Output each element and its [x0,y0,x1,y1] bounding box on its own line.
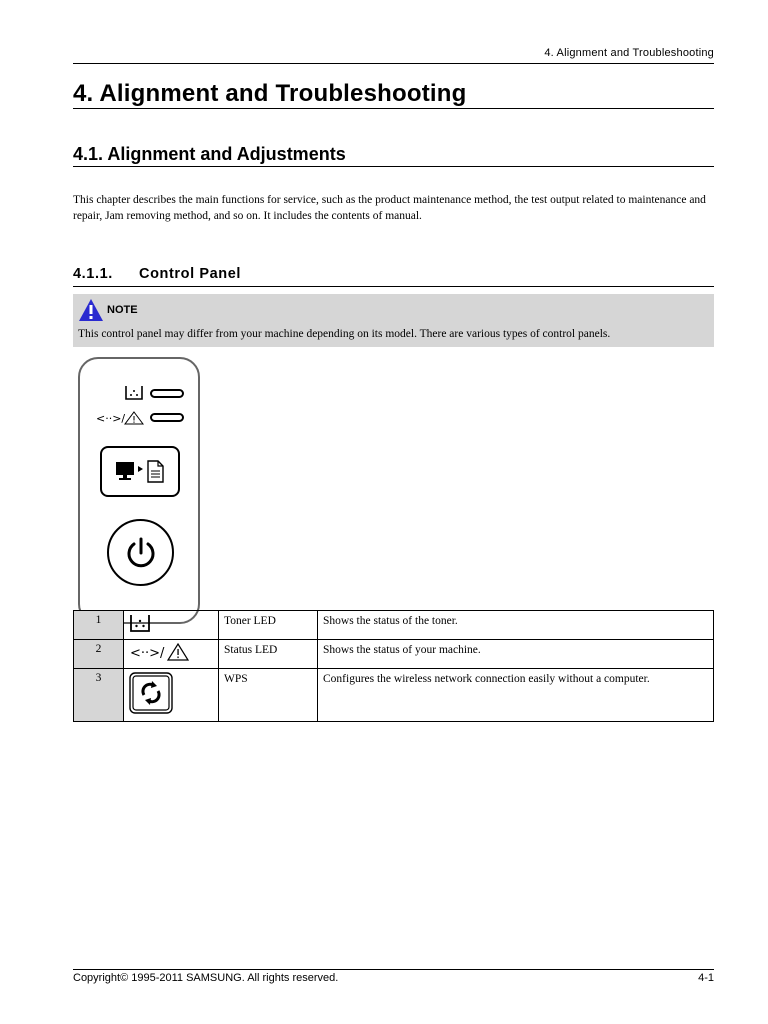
toner-led [150,389,184,398]
row-name: Status LED [219,640,318,669]
running-header: 4. Alignment and Troubleshooting [544,47,714,59]
print-screen-button [100,446,180,497]
wps-icon [128,671,214,715]
row-name: WPS [219,669,318,722]
table-row [74,640,714,669]
control-panel-table [73,610,714,722]
note-text: This control panel may differ from your machine depending on its model. There are various types of control panels. [78,328,611,340]
status-icon [96,410,146,426]
footer-rule [73,969,714,970]
note-label: NOTE [107,304,138,316]
document-page [73,0,714,1024]
table-row [74,669,714,722]
section-title: 4.1. Alignment and Adjustments [73,144,346,164]
row-description: Shows the status of your machine. [318,640,714,669]
power-icon [124,536,158,570]
row-number: 1 [74,611,124,640]
warning-icon [78,298,104,322]
toner-icon [128,613,214,633]
row-description: Shows the status of the toner. [318,611,714,640]
note-header [78,298,138,322]
subsection-number: 4.1.1. [73,266,113,282]
toner-icon [124,385,144,401]
chapter-title: 4. Alignment and Troubleshooting [73,80,467,107]
note-box [73,294,714,347]
page-number: 4-1 [698,972,714,984]
subsection-label: Control Panel [139,266,242,282]
power-button [107,519,174,586]
row-description: Configures the wireless network connection easily without a computer. [318,669,714,722]
intro-paragraph: This chapter describes the main functions for service, such as the product maintenance method, the test output related to maintenance and repair, Jam removing method, and so on. It includes the contents of manual. [73,194,706,222]
svg-text:<··>/: <··>/ [130,646,165,661]
row-icon-cell [124,669,219,722]
row-name: Toner LED [219,611,318,640]
subsection-rule [73,286,714,287]
print-screen-icon [115,460,167,484]
row-icon-cell [124,611,219,640]
footer-copyright: Copyright© 1995-2011 SAMSUNG. All rights reserved. [73,972,339,984]
row-number: 2 [74,640,124,669]
subsection-title [73,266,241,282]
status-icon [128,642,214,662]
section-title-rule [73,166,714,167]
svg-text:<··>/: <··>/ [96,412,126,425]
table-row [74,611,714,640]
row-icon-cell [124,640,219,669]
header-rule [73,63,714,64]
row-number: 3 [74,669,124,722]
status-led [150,413,184,422]
control-panel-figure [78,357,200,624]
chapter-title-rule [73,108,714,109]
